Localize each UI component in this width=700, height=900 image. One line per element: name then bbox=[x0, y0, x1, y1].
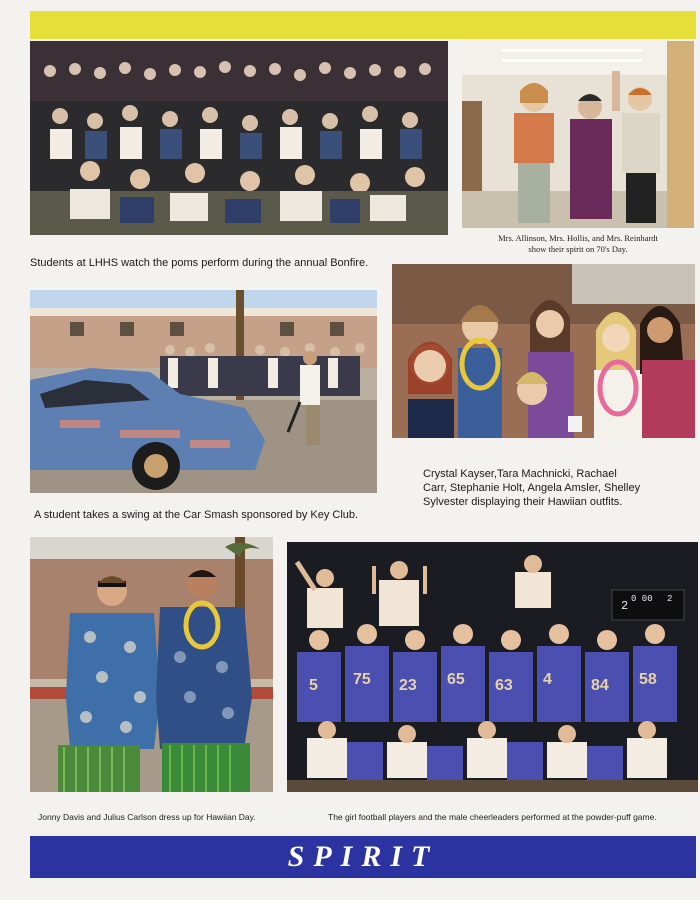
hawaiian-girls-caption-line2: Carr, Stephanie Holt, Angela Amsler, Shelley bbox=[423, 482, 641, 494]
footer-spirit-bar bbox=[30, 836, 696, 878]
svg-text:5: 5 bbox=[309, 677, 318, 694]
svg-text:65: 65 bbox=[447, 671, 465, 688]
teachers-caption-line2: show their spirit on 70's Day. bbox=[528, 244, 628, 254]
top-color-bar bbox=[30, 11, 696, 39]
hawaiian-girls-photo bbox=[392, 264, 695, 438]
scoreboard-middle: 0 00 bbox=[631, 594, 653, 604]
bonfire-crowd-photo bbox=[30, 41, 448, 235]
hawaiian-girls-caption-line1: Crystal Kayser,Tara Machnicki, Rachael bbox=[423, 468, 617, 480]
scoreboard-right: 2 bbox=[667, 594, 673, 604]
svg-text:4: 4 bbox=[543, 671, 552, 688]
svg-text:75: 75 bbox=[353, 671, 371, 688]
svg-text:23: 23 bbox=[399, 677, 417, 694]
svg-text:63: 63 bbox=[495, 677, 513, 694]
svg-text:58: 58 bbox=[639, 671, 657, 688]
teachers-caption-line1: Mrs. Allinson, Mrs. Hollis, and Mrs. Reinhardt bbox=[498, 233, 658, 243]
car-smash-photo bbox=[30, 290, 377, 493]
svg-text:84: 84 bbox=[591, 677, 609, 694]
hawaiian-boys-caption: Jonny Davis and Julius Carlson dress up for Hawiian Day. bbox=[38, 812, 256, 822]
teachers-70s-day-photo bbox=[462, 41, 694, 228]
hawaiian-boys-photo bbox=[30, 537, 273, 792]
powder-puff-photo bbox=[287, 542, 698, 792]
footer-title: SPIRIT bbox=[287, 840, 439, 873]
scoreboard-left: 2 bbox=[621, 599, 629, 613]
powder-puff-caption: The girl football players and the male cheerleaders performed at the powder-puff game. bbox=[328, 812, 657, 822]
hawaiian-girls-caption-line3: Sylvester displaying their Hawiian outfits. bbox=[423, 496, 623, 508]
bonfire-caption: Students at LHHS watch the poms perform during the annual Bonfire. bbox=[30, 257, 369, 269]
hawaiian-girls-caption bbox=[423, 467, 683, 509]
teachers-caption bbox=[462, 233, 694, 255]
car-smash-caption: A student takes a swing at the Car Smash sponsored by Key Club. bbox=[34, 509, 359, 521]
